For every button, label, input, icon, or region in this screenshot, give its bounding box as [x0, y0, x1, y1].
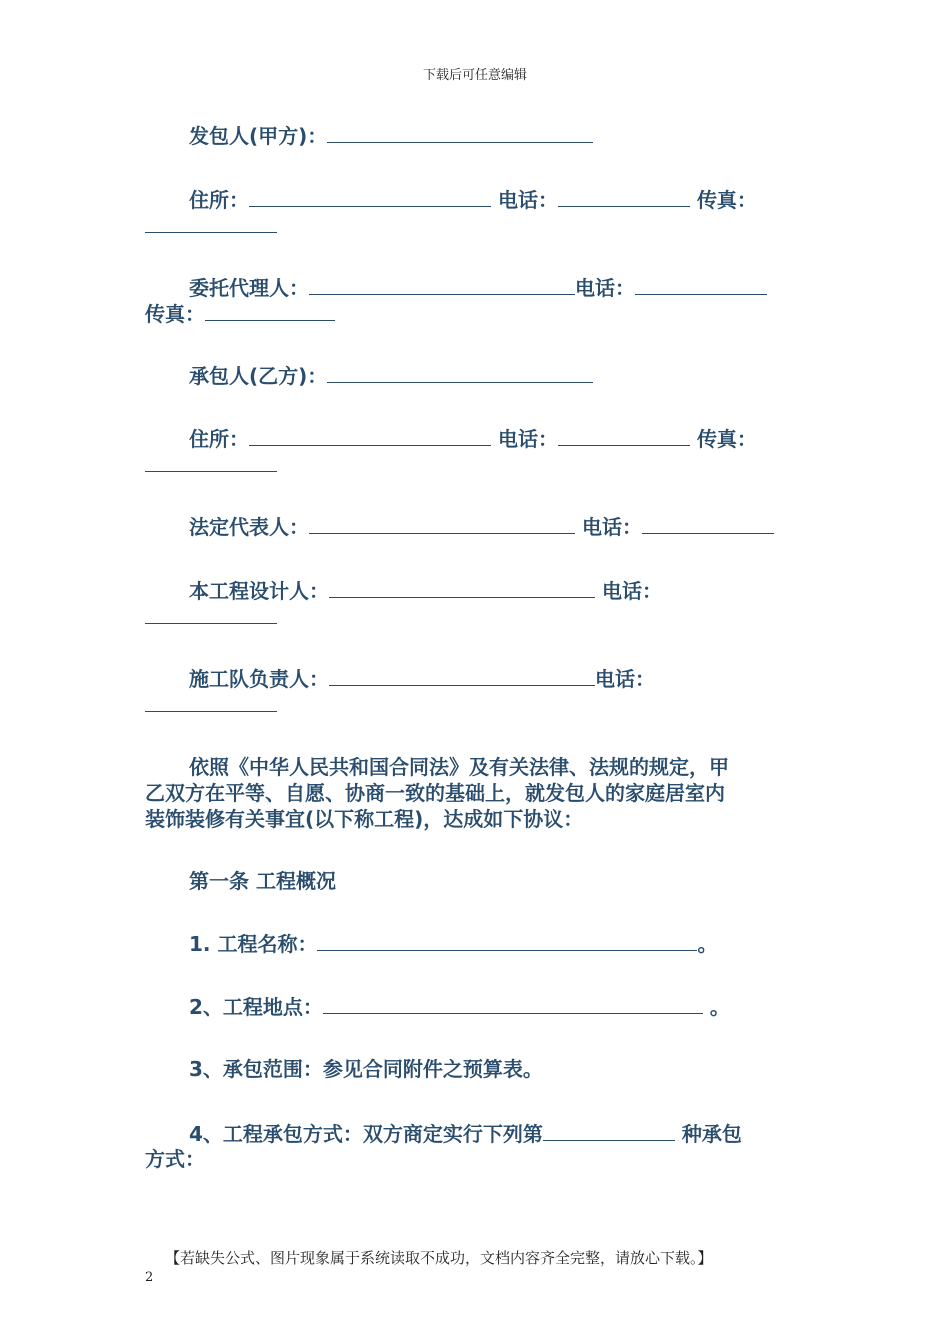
contractor-address-line: [145, 425, 800, 452]
contractor-line: [145, 362, 800, 389]
project-name-label: 1. 工程名称：: [189, 932, 318, 956]
fax-label: 传真：: [696, 427, 757, 451]
designer-phone-blank: [145, 603, 277, 624]
legal-rep-line: [145, 513, 800, 540]
contract-mode-line: [145, 1120, 800, 1147]
fax-label: 传真：: [696, 188, 757, 212]
page-header: 下载后可任意编辑: [422, 68, 527, 83]
agent-phone-label: 电话：: [575, 276, 635, 300]
address-label: 住所：: [189, 188, 249, 212]
preamble-line-1: [145, 754, 800, 780]
fax-blank: [145, 212, 277, 233]
contract-mode-text: 4、工程承包方式：双方商定实行下列第: [189, 1122, 543, 1146]
project-name-line: [145, 930, 800, 957]
project-location-label: 2、工程地点：: [189, 995, 323, 1019]
scope-line: [145, 1056, 800, 1082]
article-title: [145, 868, 800, 894]
preamble-text-1: 依照《中华人民共和国合同法》及有关法律、法规的规定，甲: [189, 755, 729, 779]
designer-phone-label: 电话：: [601, 579, 662, 603]
phone-blank: [558, 425, 690, 446]
team-lead-phone-line: [145, 691, 800, 718]
preamble-line-2: 乙双方在平等、自愿、协商一致的基础上，就发包人的家庭居室内: [145, 781, 725, 805]
designer-label: 本工程设计人：: [189, 579, 329, 603]
contract-mode-blank: [543, 1120, 675, 1141]
scope-text: 3、承包范围：参见合同附件之预算表。: [189, 1057, 543, 1081]
address-blank: [249, 425, 491, 446]
contract-mode-text-2: 种承包: [674, 1122, 742, 1146]
period: 。: [702, 995, 730, 1019]
contract-mode-line-2: 方式：: [145, 1147, 205, 1171]
designer-blank: [329, 577, 595, 598]
agent-fax-line: [145, 300, 800, 327]
preamble-line-3: 装饰装修有关事宜(以下称工程)，达成如下协议：: [145, 807, 584, 831]
project-location-line: [145, 993, 800, 1020]
employer-address-line: [145, 186, 800, 213]
team-lead-blank: [329, 665, 595, 686]
contractor-fax-line: [145, 451, 800, 478]
legal-rep-phone-blank: [642, 513, 774, 534]
phone-label: 电话：: [497, 188, 558, 212]
phone-label: 电话：: [497, 427, 558, 451]
employer-label: 发包人(甲方)：: [189, 124, 328, 148]
address-label: 住所：: [189, 427, 249, 451]
agent-label: 委托代理人：: [189, 276, 309, 300]
employer-blank: [327, 122, 593, 143]
legal-rep-blank: [309, 513, 575, 534]
agent-phone-blank: [635, 274, 767, 295]
legal-rep-label: 法定代表人：: [189, 515, 309, 539]
team-lead-label: 施工队负责人：: [189, 667, 329, 691]
address-blank: [249, 186, 491, 207]
contractor-label: 承包人(乙方)：: [189, 364, 328, 388]
fax-blank: [145, 451, 277, 472]
footer-note: 【若缺失公式、图片现象属于系统读取不成功，文档内容齐全完整，请放心下载。】: [165, 1249, 713, 1267]
employer-fax-line: [145, 212, 800, 239]
agent-line: [145, 274, 800, 301]
agent-blank: [309, 274, 575, 295]
agent-fax-blank: [205, 300, 335, 321]
designer-phone-line: [145, 603, 800, 630]
article-title-text: 第一条 工程概况: [189, 869, 336, 893]
team-lead-line: [145, 665, 800, 692]
phone-blank: [558, 186, 690, 207]
team-lead-phone-label: 电话：: [595, 667, 655, 691]
team-lead-phone-blank: [145, 691, 277, 712]
legal-rep-phone-label: 电话：: [581, 515, 642, 539]
page-number: 2: [145, 1270, 154, 1285]
designer-line: [145, 577, 800, 604]
project-name-blank: [317, 930, 697, 951]
period: 。: [697, 932, 718, 956]
project-location-blank: [323, 993, 703, 1014]
contractor-blank: [327, 362, 593, 383]
agent-fax-label: 传真：: [145, 302, 205, 326]
employer-line: [145, 122, 800, 149]
